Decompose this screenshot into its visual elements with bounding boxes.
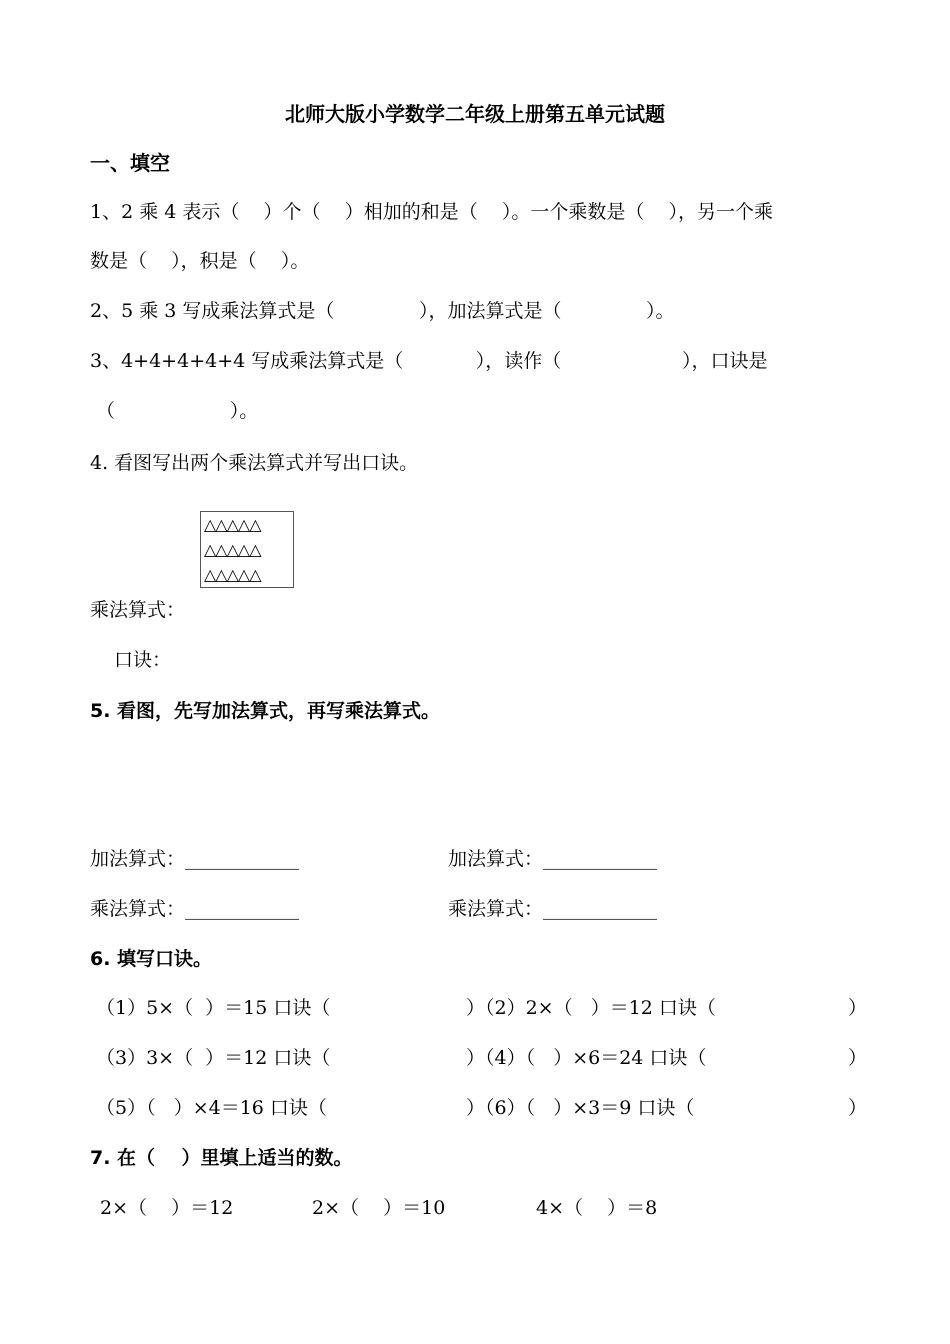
- q5-left-multiplication: 乘法算式：____________: [90, 898, 300, 920]
- question-7: 7. 在（ ）里填上适当的数。: [90, 1147, 353, 1169]
- q7-item-3: 4×（ ）＝8: [536, 1197, 658, 1219]
- q6-item-5: （5）（ ）×4＝16 口诀（: [96, 1097, 327, 1119]
- question-3-line-2: （ ）。: [96, 400, 259, 422]
- question-2: 2、5 乘 3 写成乘法算式是（ ），加法算式是（ ）。: [90, 300, 675, 322]
- question-1-line-1: 1、2 乘 4 表示（ ）个（ ）相加的和是（ ）。一个乘数是（ ），另一个乘: [90, 201, 774, 223]
- q6-item-6: ）（6）（ ）×3＝9 口诀（: [466, 1097, 695, 1119]
- q5-left-addition: 加法算式：____________: [90, 848, 300, 870]
- q5-right-addition: 加法算式：____________: [448, 848, 658, 870]
- section-heading-fill-blank: 一、填空: [90, 151, 170, 175]
- question-6: 6. 填写口诀。: [90, 948, 213, 970]
- q6-item-2: ）（2）2×（ ）＝12 口诀（: [466, 997, 716, 1019]
- q6-row-3-close: ）: [848, 1097, 868, 1119]
- q5-right-multiplication: 乘法算式：____________: [448, 898, 658, 920]
- q7-item-1: 2×（ ）＝12: [100, 1197, 234, 1219]
- q6-row-2-close: ）: [848, 1047, 868, 1069]
- triangle-row: △△△△△: [204, 565, 261, 584]
- question-4: 4. 看图写出两个乘法算式并写出口诀。: [90, 452, 419, 474]
- triangle-row: △△△△△: [204, 540, 261, 559]
- q6-row-1-close: ）: [848, 997, 868, 1019]
- question-5: 5. 看图，先写加法算式，再写乘法算式。: [90, 700, 441, 722]
- q4-multiplication-label: 乘法算式：: [90, 599, 186, 621]
- triangle-figure: [200, 511, 294, 588]
- q6-item-3: （3）3×（ ）＝12 口诀（: [96, 1047, 331, 1069]
- q4-rhyme-label: 口诀：: [114, 649, 172, 671]
- triangle-row: △△△△△: [204, 515, 261, 534]
- page-title: 北师大版小学数学二年级上册第五单元试题: [285, 102, 665, 126]
- q6-item-1: （1）5×（ ）＝15 口诀（: [96, 997, 331, 1019]
- q7-item-2: 2×（ ）＝10: [312, 1197, 446, 1219]
- question-1-line-2: 数是（ ），积是（ ）。: [90, 250, 310, 272]
- q6-item-4: ）（4）（ ）×6＝24 口诀（: [466, 1047, 707, 1069]
- question-3-line-1: 3、4+4+4+4+4 写成乘法算式是（ ），读作（ ），口诀是: [90, 350, 768, 372]
